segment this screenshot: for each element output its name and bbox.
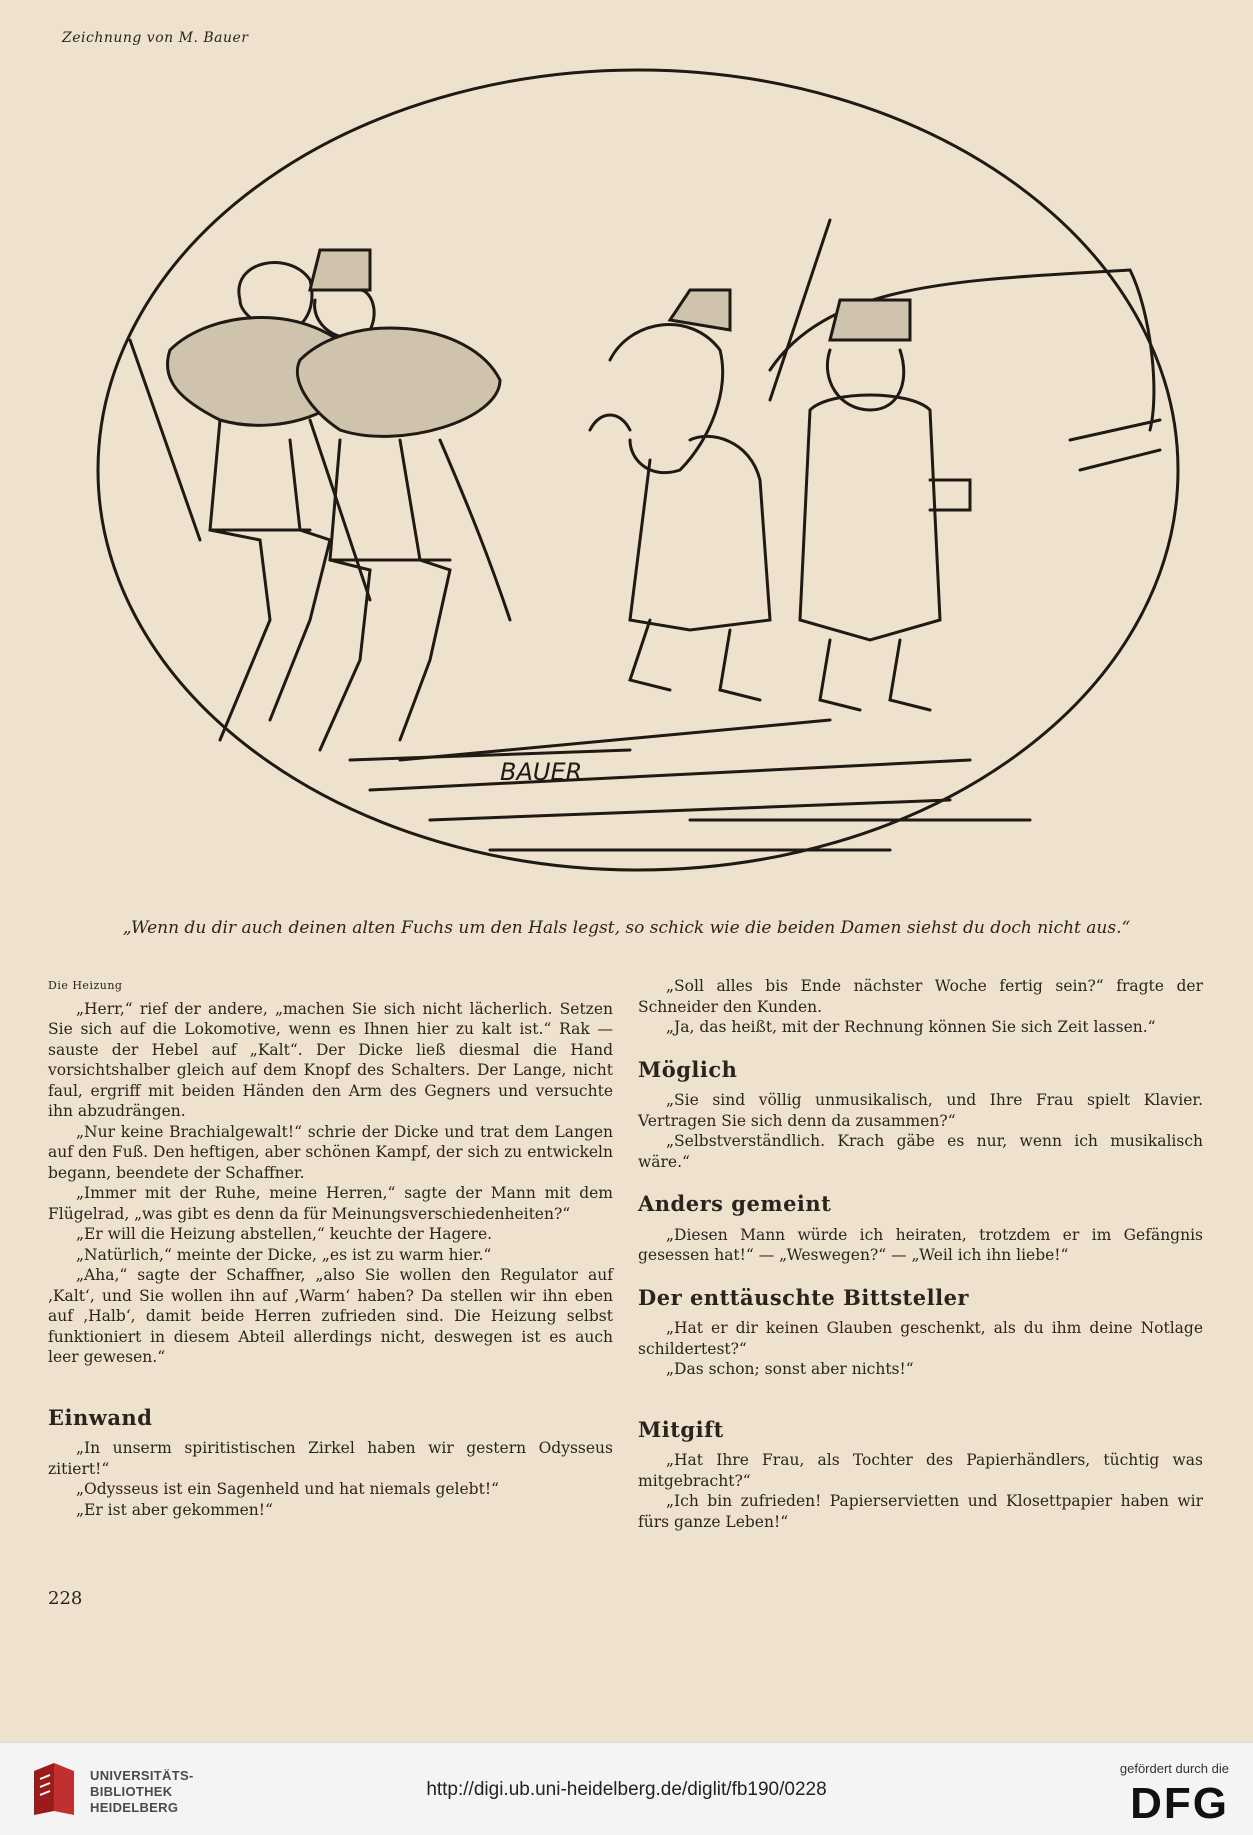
paragraph: „Odysseus ist ein Sagenheld und hat niemals gelebt!“ bbox=[76, 1480, 499, 1498]
paragraph: „Immer mit der Ruhe, meine Herren,“ sagte der Mann mit dem Flügelrad, „was gibt es denn da für Meinungsverschiedenheiten?“ bbox=[48, 1184, 613, 1223]
paragraph: „Ich bin zufrieden! Papierservietten und Klosettpapier haben wir fürs ganze Leben!“ bbox=[638, 1492, 1203, 1531]
heading-mitgift: Mitgift bbox=[638, 1416, 724, 1442]
funded-by-label: gefördert durch die bbox=[1119, 1761, 1229, 1776]
paragraph: „Sie sind völlig unmusikalisch, und Ihre Frau spielt Klavier. Vertragen Sie sich denn da zusammen?“ bbox=[638, 1091, 1203, 1130]
woman-right-figure bbox=[297, 250, 510, 750]
paragraph: „Hat er dir keinen Glauben geschenkt, als du ihm deine Notlage schildertest?“ bbox=[638, 1319, 1203, 1358]
dfg-logo: DFG bbox=[1130, 1779, 1229, 1828]
paragraph: „Ja, das heißt, mit der Rechnung können Sie sich Zeit lassen.“ bbox=[666, 1018, 1156, 1036]
source-url-link[interactable]: http://digi.ub.uni-heidelberg.de/diglit/fb190/0228 bbox=[426, 1779, 827, 1800]
coat-man-figure bbox=[800, 300, 970, 710]
paragraph: „Hat Ihre Frau, als Tochter des Papierhändlers, tüchtig was mitgebracht?“ bbox=[638, 1451, 1203, 1490]
artist-signature: BAUER bbox=[500, 758, 583, 786]
paragraph: „Nur keine Brachialgewalt!“ schrie der Dicke und trat dem Langen auf den Fuß. Den heftigen, aber schönen Kampf, der sich zu entwickeln begann, beendete der Schaffner. bbox=[48, 1122, 613, 1182]
section-label-heizung: Die Heizung bbox=[48, 979, 123, 992]
cartoon-illustration bbox=[70, 60, 1210, 900]
heading-einwand: Einwand bbox=[48, 1404, 153, 1430]
page-number: 228 bbox=[48, 1588, 83, 1609]
paragraph: „In unserm spiritistischen Zirkel haben wir gestern Odysseus zitiert!“ bbox=[48, 1439, 613, 1478]
illustration-credit: Zeichnung von M. Bauer bbox=[62, 30, 249, 46]
left-column bbox=[48, 976, 613, 1520]
heading-enttaeuschte-bittsteller: Der enttäuschte Bittsteller bbox=[638, 1284, 969, 1310]
heading-moeglich: Möglich bbox=[638, 1056, 738, 1082]
paragraph: „Natürlich,“ meinte der Dicke, „es ist zu warm hier.“ bbox=[76, 1245, 492, 1264]
illustration-caption: „Wenn du dir auch deinen alten Fuchs um den Hals legst, so schick wie die beiden Damen siehst du doch nicht aus.“ bbox=[122, 918, 1131, 938]
paragraph: „Soll alles bis Ende nächster Woche fertig sein?“ fragte der Schneider den Kunden. bbox=[638, 977, 1203, 1016]
institution-name: UNIVERSITÄTS- BIBLIOTHEK HEIDELBERG bbox=[90, 1768, 194, 1815]
paragraph: „Das schon; sonst aber nichts!“ bbox=[666, 1360, 914, 1378]
footer-bar bbox=[0, 1742, 1253, 1835]
paragraph: „Diesen Mann würde ich heiraten, trotzdem er im Gefängnis gesessen hat!“ — „Weswegen?“ — „Weil ich ihn liebe!“ bbox=[638, 1225, 1203, 1264]
paragraph: „Er will die Heizung abstellen,“ keuchte der Hagere. bbox=[76, 1225, 493, 1243]
paragraph: „Aha,“ sagte der Schaffner, „also Sie wollen den Regulator auf ‚Kalt‘, und Sie wollen ihn auf ‚Warm‘ haben? Da stellen wir ihn eben auf ‚Halb‘, damit beide Herren zufrieden sind. Die Heizung selbst funktioniert in diesem Abteil allerdings nicht, deswegen ist es auch leer gewesen.“ bbox=[48, 1266, 613, 1366]
right-column bbox=[638, 976, 1203, 1532]
horse-man-figure bbox=[590, 220, 830, 700]
heading-anders-gemeint: Anders gemeint bbox=[638, 1191, 832, 1216]
paragraph: „Er ist aber gekommen!“ bbox=[76, 1500, 273, 1519]
paragraph: „Herr,“ rief der andere, „machen Sie sich nicht lächerlich. Setzen Sie sich auf die Lokomotive, wenn es Ihnen hier zu kalt ist.“ Rak — sauste der Hebel auf „Kalt“. Der Dicke ließ diesmal die Hand vorsichtshalber gleich auf dem Knopf des Schalters. Der Lange, nicht faul, ergriff mit beiden Händen den Arm des Gegners und versuchte ihn abzudrängen. bbox=[48, 999, 613, 1120]
paragraph: „Selbstverständlich. Krach gäbe es nur, wenn ich musikalisch wäre.“ bbox=[638, 1132, 1203, 1171]
oval-frame bbox=[98, 70, 1178, 870]
